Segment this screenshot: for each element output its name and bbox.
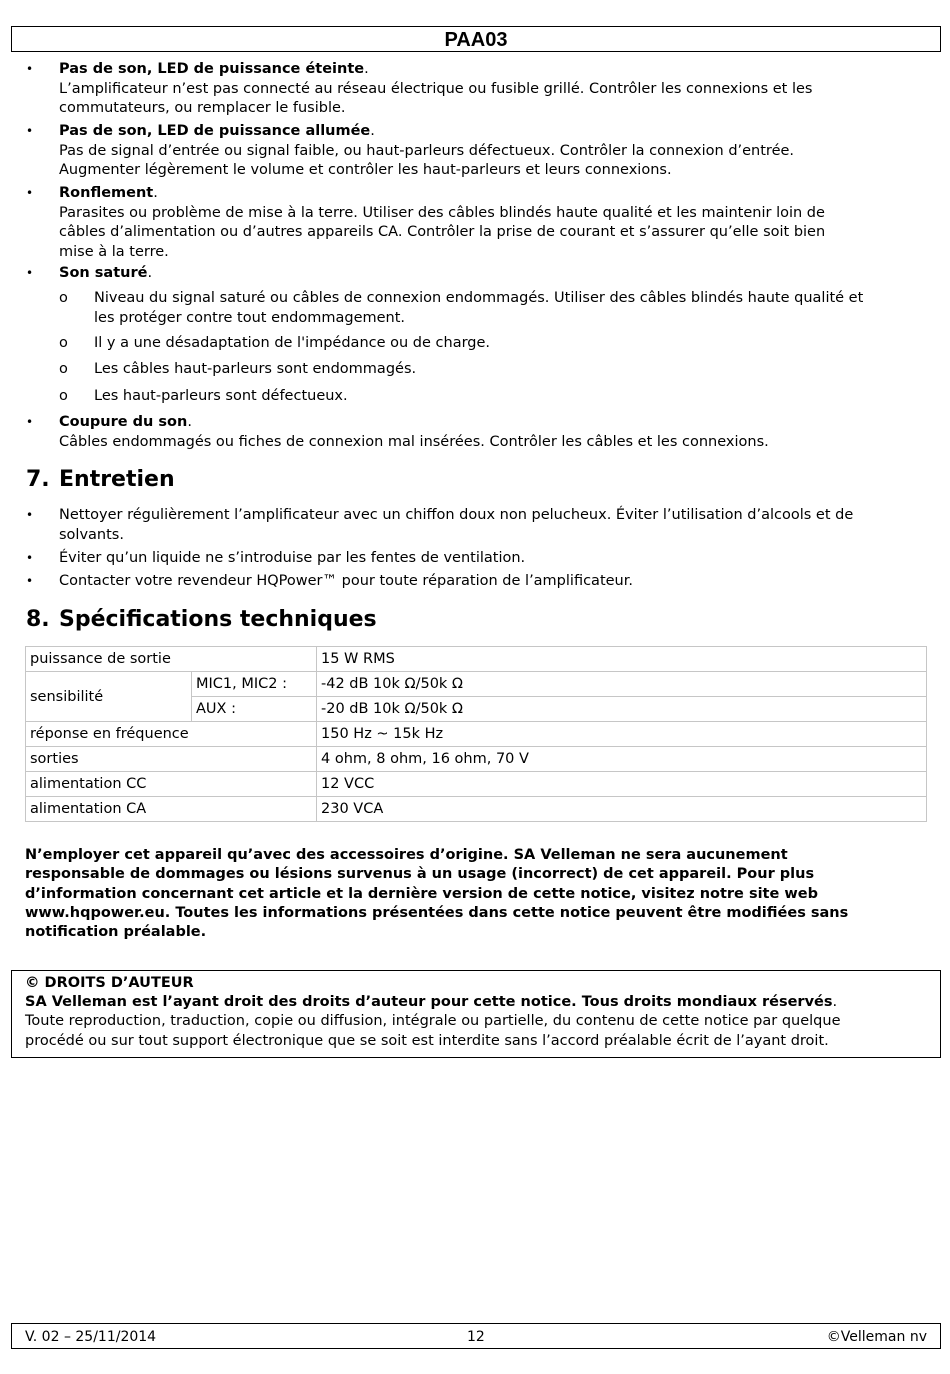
table-row bbox=[26, 647, 927, 672]
table-row bbox=[26, 672, 927, 697]
spec-value: -42 dB 10k Ω/50k Ω bbox=[317, 672, 927, 697]
page-footer bbox=[11, 1323, 941, 1349]
section-heading-8: 8. Spécifications techniques bbox=[26, 607, 377, 632]
footer-version: V. 02 – 25/11/2014 bbox=[25, 1329, 157, 1345]
copyright-text: procédé ou sur tout support électronique que se soit est interdite sans l’accord préalable écrit de l’ayant droit. bbox=[25, 1032, 829, 1049]
sub-list-item bbox=[59, 289, 929, 328]
sub-item-text: Niveau du signal saturé ou câbles de connexion endommagés. Utiliser des câbles blindés haute qualité et bbox=[94, 290, 864, 306]
sub-bullet-marker: o bbox=[59, 361, 68, 377]
item-text: câbles d’alimentation ou d’autres appareils CA. Contrôler la prise de courant et s’assurer qu’elle soit bien bbox=[59, 224, 826, 240]
page-number: 12 bbox=[467, 1329, 485, 1345]
spec-value: 230 VCA bbox=[317, 797, 927, 822]
list-item: • Coupure du son. Câbles endommagés ou fiches de connexion mal insérées. Contrôler les câbles et les connexions. bbox=[26, 413, 926, 452]
spec-label: alimentation CA bbox=[26, 797, 317, 822]
sub-list-item bbox=[59, 387, 929, 407]
item-text: Éviter qu’un liquide ne s’introduise par les fentes de ventilation. bbox=[59, 550, 526, 566]
list-item: • Son saturé. bbox=[26, 264, 926, 284]
copyright-statement: SA Velleman est l’ayant droit des droits d’auteur pour cette notice. Tous droits mondiaux réservés bbox=[25, 994, 833, 1011]
section-heading-7: 7. Entretien bbox=[26, 467, 175, 492]
sub-list-item bbox=[59, 334, 929, 354]
sub-item-text: Les câbles haut-parleurs sont endommagés. bbox=[94, 361, 417, 377]
item-title: Pas de son, LED de puissance éteinte bbox=[59, 61, 365, 77]
document-title: PAA03 bbox=[444, 29, 508, 51]
header-box bbox=[11, 26, 941, 52]
list-item bbox=[26, 572, 926, 592]
bullet-marker: • bbox=[26, 62, 34, 76]
bullet-marker: • bbox=[26, 186, 34, 200]
spec-sublabel: AUX : bbox=[192, 697, 317, 722]
list-item: • Pas de son, LED de puissance éteinte. L’amplificateur n’est pas connecté au réseau électrique ou fusible grillé. Contrôler les connexions et les commutateurs, ou remplacer le fusible. bbox=[26, 60, 926, 119]
item-text: mise à la terre. bbox=[59, 243, 169, 260]
spec-value: 15 W RMS bbox=[317, 647, 927, 672]
item-text: Contacter votre revendeur HQPower™ pour toute réparation de l’amplificateur. bbox=[59, 573, 633, 589]
item-text: L’amplificateur n’est pas connecté au réseau électrique ou fusible grillé. Contrôler les connexions et les bbox=[59, 80, 813, 97]
sub-item-text: les protéger contre tout endommagement. bbox=[94, 309, 406, 326]
bullet-marker: • bbox=[26, 551, 34, 565]
sub-bullet-marker: o bbox=[59, 388, 68, 404]
copyright-box: © DROITS D’AUTEUR SA Velleman est l’ayant droit des droits d’auteur pour cette notice. Tous droits mondiaux réservés. Toute reproduction, traduction, copie ou diffusion, intégrale ou partielle, du contenu de cette notice par quelque procédé ou sur tout support électronique que se soit est interdite sans l’accord préalable écrit de l’ayant droit. bbox=[11, 970, 941, 1058]
list-item: • Ronflement. Parasites ou problème de mise à la terre. Utiliser des câbles blindés haute qualité et les maintenir loin de câbles d’alimentation ou d’autres appareils CA. Contrôler la prise de courant et s’assurer qu’elle soit bien mise à la terre. bbox=[26, 184, 926, 262]
item-title: Pas de son, LED de puissance allumée bbox=[59, 123, 371, 139]
bullet-marker: • bbox=[26, 124, 34, 138]
sub-bullet-marker: o bbox=[59, 335, 68, 351]
item-title: Coupure du son bbox=[59, 414, 188, 430]
item-title: Ronflement bbox=[59, 185, 154, 201]
spec-value: 4 ohm, 8 ohm, 16 ohm, 70 V bbox=[317, 747, 927, 772]
item-text: Câbles endommagés ou fiches de connexion mal insérées. Contrôler les câbles et les connexions. bbox=[59, 433, 769, 450]
spec-label: sorties bbox=[26, 747, 317, 772]
bullet-marker: • bbox=[26, 508, 34, 522]
bullet-marker: • bbox=[26, 574, 34, 588]
spec-label: alimentation CC bbox=[26, 772, 317, 797]
spec-value: 150 Hz ~ 15k Hz bbox=[317, 722, 927, 747]
sub-item-text: Il y a une désadaptation de l'impédance ou de charge. bbox=[94, 335, 491, 351]
sub-item-text: Les haut-parleurs sont défectueux. bbox=[94, 388, 348, 404]
bullet-marker: • bbox=[26, 415, 34, 429]
spec-label: réponse en fréquence bbox=[26, 722, 317, 747]
item-text: Augmenter légèrement le volume et contrôler les haut-parleurs et leurs connexions. bbox=[59, 162, 672, 178]
footer-brand: ©Velleman nv bbox=[826, 1329, 927, 1345]
usage-notice: N’employer cet appareil qu’avec des accessoires d’origine. SA Velleman ne sera aucunement responsable de dommages ou lésions survenus à un usage (incorrect) de cet appareil. Pour plus d’information concernant cet article et la dernière version de cette notice, visitez notre site web www.hqpower.eu. Toutes les informations présentées dans cette notice peuvent être modifiées sans notification préalable. bbox=[25, 847, 849, 941]
sub-list-item bbox=[59, 360, 929, 380]
list-item: • Pas de son, LED de puissance allumée. Pas de signal d’entrée ou signal faible, ou haut-parleurs défectueux. Contrôler la connexion d’entrée. Augmenter légèrement le volume et contrôler les haut-parleurs et leurs connexions. bbox=[26, 122, 926, 181]
list-item bbox=[26, 549, 926, 569]
table-row bbox=[26, 722, 927, 747]
item-title: Son saturé bbox=[59, 265, 148, 281]
spec-label: puissance de sortie bbox=[26, 647, 317, 672]
table-row bbox=[26, 772, 927, 797]
spec-value: 12 VCC bbox=[317, 772, 927, 797]
copyright-heading: © DROITS D’AUTEUR bbox=[25, 975, 194, 991]
spec-label: sensibilité bbox=[26, 672, 192, 722]
bullet-marker: • bbox=[26, 266, 34, 280]
item-text: solvants. bbox=[59, 526, 124, 543]
copyright-text: Toute reproduction, traduction, copie ou diffusion, intégrale ou partielle, du contenu de cette notice par quelque bbox=[25, 1013, 841, 1030]
item-text: commutateurs, ou remplacer le fusible. bbox=[59, 100, 346, 116]
specifications-table bbox=[25, 646, 927, 822]
table-row bbox=[26, 797, 927, 822]
item-text: Parasites ou problème de mise à la terre. Utiliser des câbles blindés haute qualité et les maintenir loin de bbox=[59, 204, 825, 221]
spec-sublabel: MIC1, MIC2 : bbox=[192, 672, 317, 697]
list-item bbox=[26, 506, 926, 545]
sub-bullet-marker: o bbox=[59, 290, 68, 306]
spec-value: -20 dB 10k Ω/50k Ω bbox=[317, 697, 927, 722]
item-text: Nettoyer régulièrement l’amplificateur avec un chiffon doux non pelucheux. Éviter l’utilisation d’alcools et de bbox=[59, 507, 854, 523]
item-text: Pas de signal d’entrée ou signal faible, ou haut-parleurs défectueux. Contrôler la connexion d’entrée. bbox=[59, 142, 795, 159]
table-row bbox=[26, 747, 927, 772]
